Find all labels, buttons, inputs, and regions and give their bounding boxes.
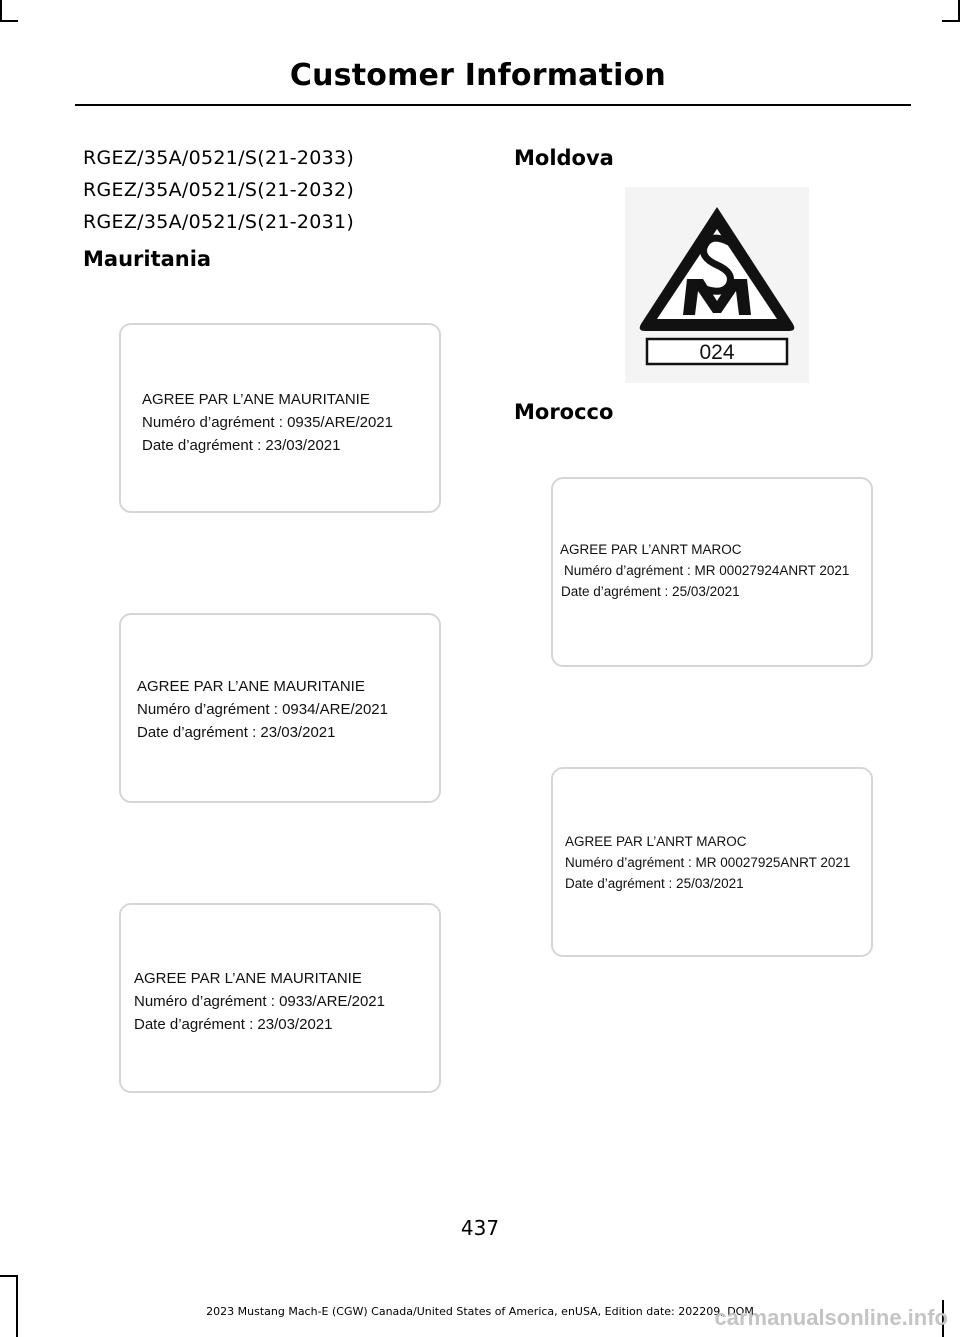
label-line: Numéro d’agrément : MR 00027924ANRT 2021 bbox=[564, 563, 850, 578]
watermark: carmanualsonline.info bbox=[714, 1305, 948, 1330]
label-line: Date d’agrément : 25/03/2021 bbox=[565, 876, 744, 891]
certificate-code: RGEZ/35A/0521/S(21-2031) bbox=[83, 211, 355, 233]
label-line: Date d’agrément : 25/03/2021 bbox=[561, 584, 740, 599]
label-line: AGREE PAR L’ANRT MAROC bbox=[565, 834, 747, 849]
section-heading-morocco: Morocco bbox=[514, 400, 614, 424]
crop-mark bbox=[0, 20, 18, 22]
mauritania-label-3 bbox=[119, 903, 441, 1093]
label-line: AGREE PAR L’ANE MAURITANIE bbox=[134, 970, 362, 987]
crop-mark bbox=[0, 0, 2, 22]
section-heading-mauritania: Mauritania bbox=[83, 247, 212, 271]
morocco-label-1 bbox=[551, 477, 873, 667]
morocco-label-2 bbox=[551, 767, 873, 957]
header-divider bbox=[75, 104, 911, 106]
certificate-code: RGEZ/35A/0521/S(21-2033) bbox=[83, 147, 355, 169]
label-line: AGREE PAR L’ANE MAURITANIE bbox=[137, 678, 365, 695]
section-heading-moldova: Moldova bbox=[514, 146, 614, 170]
label-line: Date d’agrément : 23/03/2021 bbox=[137, 724, 336, 741]
label-line: Date d’agrément : 23/03/2021 bbox=[134, 1016, 333, 1033]
mauritania-label-2 bbox=[119, 613, 441, 803]
label-line: AGREE PAR L’ANRT MAROC bbox=[560, 542, 742, 557]
crop-mark bbox=[942, 20, 960, 22]
page-title: Customer Information bbox=[289, 58, 666, 93]
certificate-code: RGEZ/35A/0521/S(21-2032) bbox=[83, 179, 355, 201]
label-line: Numéro d’agrément : MR 00027925ANRT 2021 bbox=[565, 855, 851, 870]
label-line: Date d’agrément : 23/03/2021 bbox=[142, 437, 341, 454]
moldova-sm-mark-icon bbox=[625, 187, 809, 383]
moldova-logo-number: 024 bbox=[699, 341, 735, 364]
mauritania-label-1 bbox=[119, 323, 441, 513]
footer-edition-info: 2023 Mustang Mach-E (CGW) Canada/United States of America, enUSA, Edition date: 202209, DOM bbox=[206, 1305, 754, 1318]
label-line: Numéro d’agrément : 0934/ARE/2021 bbox=[137, 701, 388, 718]
label-line: Numéro d’agrément : 0935/ARE/2021 bbox=[142, 414, 393, 431]
label-line: AGREE PAR L’ANE MAURITANIE bbox=[142, 391, 370, 408]
page-number: 437 bbox=[460, 1216, 500, 1240]
label-line: Numéro d’agrément : 0933/ARE/2021 bbox=[134, 993, 385, 1010]
